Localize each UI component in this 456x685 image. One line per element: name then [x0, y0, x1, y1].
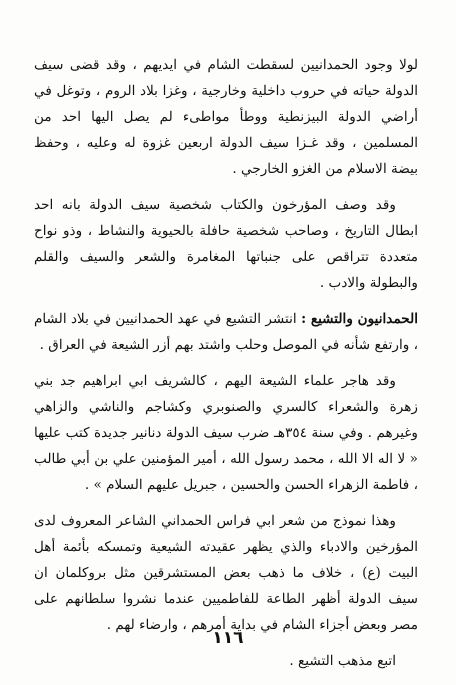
paragraph-6: [34, 648, 418, 674]
page-number: ١١٦: [212, 628, 244, 648]
paragraph-4-text: وقد هاجر علماء الشيعة اليهم ، كالشريف ابي ابراهيم جد بني زهرة والشعراء كالسري والصنوبري وكشاجم والناشي والزاهي وغيرهم . وفي سنة ٣٥٤هـ ضرب سيف الدولة دنانير جديدة كتب عليها « لا اله الا الله ، محمد رسول الله ، أمير المؤمنين علي بن أبي طالب ، فاطمة الزهراء الحسن والحسين ، جبريل عليهم السلام » .: [34, 373, 418, 493]
paragraph-5: [34, 508, 418, 638]
paragraph-1: [34, 52, 418, 182]
paragraph-2: [34, 192, 418, 296]
paragraph-5-text: وهذا نموذج من شعر ابي فراس الحمداني الشاعر المعروف لدى المؤرخين والادباء والذي يظهر عقيدته الشيعية وتمسكه بأئمة أهل البيت (ع) ، خلاف ما ذهب بعض المستشرقين مثل بروكلمان ان سيف الدولة أظهر الطاعة للفاطميين عندما نشروا سلطانهم على مصر وبعض أجزاء الشام في بداية أمرهم ، وارضاء لهم .: [34, 513, 418, 633]
paragraph-1-text: لولا وجود الحمدانيين لسقطت الشام في ايديهم ، وقد قضى سيف الدولة حياته في حروب داخلية وخارجية ، وغزا بلاد الروم ، وتوغل في أراضي الدولة البيزنطية ووطأ مواطىء لم يصل اليها احد من المسلمين ، وقد غـزا سيف الدولة اربعين غزوة له وعليه ، وحفظ بيضة الاسلام من الغزو الخارجي .: [34, 57, 418, 177]
paragraph-3: [34, 306, 418, 358]
section-heading: الحمدانيون والتشيع :: [301, 311, 418, 327]
paragraph-2-text: وقد وصف المؤرخون والكتاب شخصية سيف الدولة بانه احد ابطال التاريخ ، وصاحب شخصية حافلة بالحيوية والنشاط ، وذو نواح متعددة تتراقص على جنباتها المغامرة والشعر والسيف والقلم والبطولة والادب .: [34, 197, 418, 291]
paragraph-6-text: اتبع مذهب التشيع .: [289, 653, 396, 669]
paragraph-4: [34, 368, 418, 498]
body-text: [34, 52, 418, 684]
paragraph-3-text: انتشر التشيع في عهد الحمدانيين في بلاد الشام ، وارتفع شأنه في الموصل وحلب واشتد بهم أزر الشيعة في العراق .: [34, 311, 418, 353]
